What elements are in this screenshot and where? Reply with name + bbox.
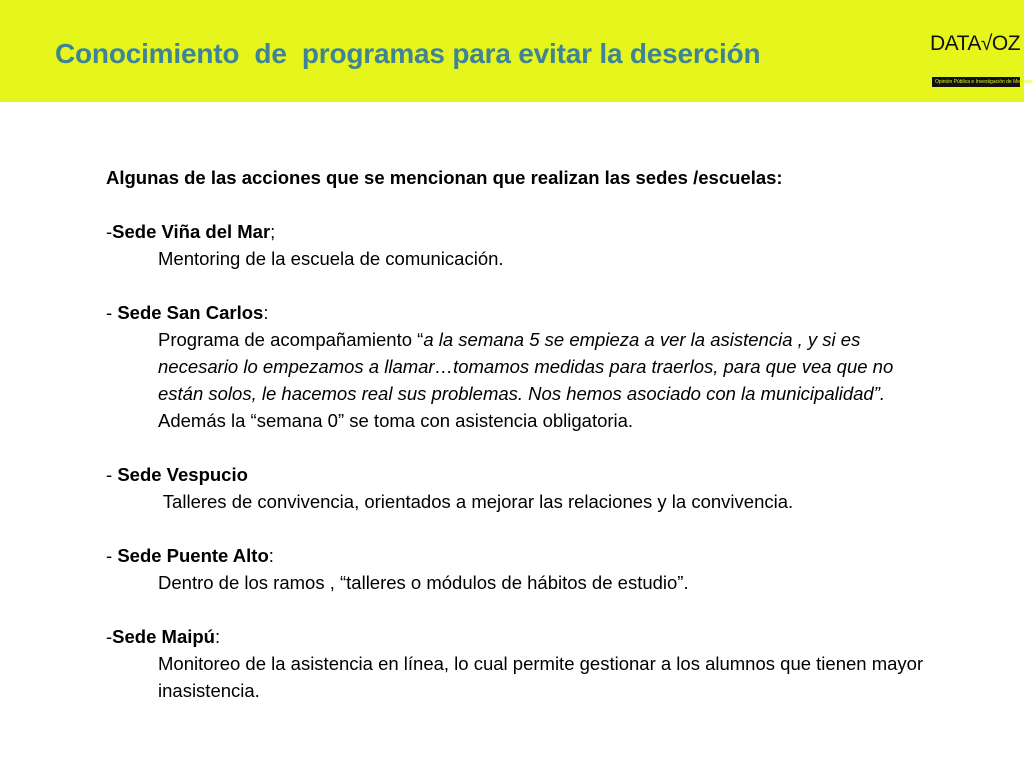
- datavoz-logo: [930, 30, 1033, 88]
- slide-body: [106, 164, 926, 704]
- sede-vespucio: [106, 461, 926, 488]
- header-banner: [0, 0, 1033, 102]
- sede-maipu: [106, 623, 926, 650]
- sede-name: Sede Puente Alto: [117, 545, 269, 566]
- sede-name: Sede San Carlos: [117, 302, 264, 323]
- sede-vina-del-mar: [106, 218, 926, 245]
- sede-name: Sede Viña del Mar: [112, 221, 271, 242]
- sede-description: Monitoreo de la asistencia en línea, lo cual permite gestionar a los alumnos que tienen mayor inasistencia.: [158, 653, 924, 701]
- sede-punct: :: [263, 302, 269, 323]
- sede-description: Mentoring de la escuela de comunicación.: [158, 248, 504, 269]
- desc-quote: a la semana 5 se empieza a ver la asistencia , y si es necesario lo empezamos a llamar…tomamos medidas para traerlos, para que vea que no están solos, le hacemos real sus problemas. Nos hemos asociado con la municipalidad”.: [158, 329, 894, 404]
- sede-description: Dentro de los ramos , “talleres o módulos de hábitos de estudio”.: [158, 572, 689, 593]
- bullet-dash: -: [106, 302, 118, 323]
- sede-punct: :: [268, 545, 274, 566]
- sede-punct: :: [214, 626, 221, 647]
- logo-wordmark: DATA√OZ: [930, 32, 1021, 55]
- section-heading: Algunas de las acciones que se mencionan que realizan las sedes /escuelas:: [106, 167, 783, 188]
- bullet-dash: -: [106, 545, 118, 566]
- sede-name: Sede Maipú: [112, 626, 215, 647]
- bullet-dash: -: [106, 464, 118, 485]
- sede-description: [106, 326, 926, 434]
- desc-tail: Además la “semana 0” se toma con asistencia obligatoria.: [158, 410, 634, 431]
- bullet-dash: -: [106, 626, 113, 647]
- sede-name: Sede Vespucio: [117, 464, 248, 485]
- logo-tagline: Opinión Pública e Investigación de Mercado: [932, 77, 1020, 87]
- sede-puente-alto: [106, 542, 926, 569]
- sede-punct: ;: [270, 221, 276, 242]
- desc-intro: Programa de acompañamiento “: [158, 329, 424, 350]
- sede-description: Talleres de convivencia, orientados a mejorar las relaciones y la convivencia.: [158, 491, 794, 512]
- slide-title: Conocimiento de programas para evitar la deserción: [55, 38, 761, 69]
- sede-san-carlos: [106, 299, 926, 326]
- bullet-dash: -: [106, 221, 113, 242]
